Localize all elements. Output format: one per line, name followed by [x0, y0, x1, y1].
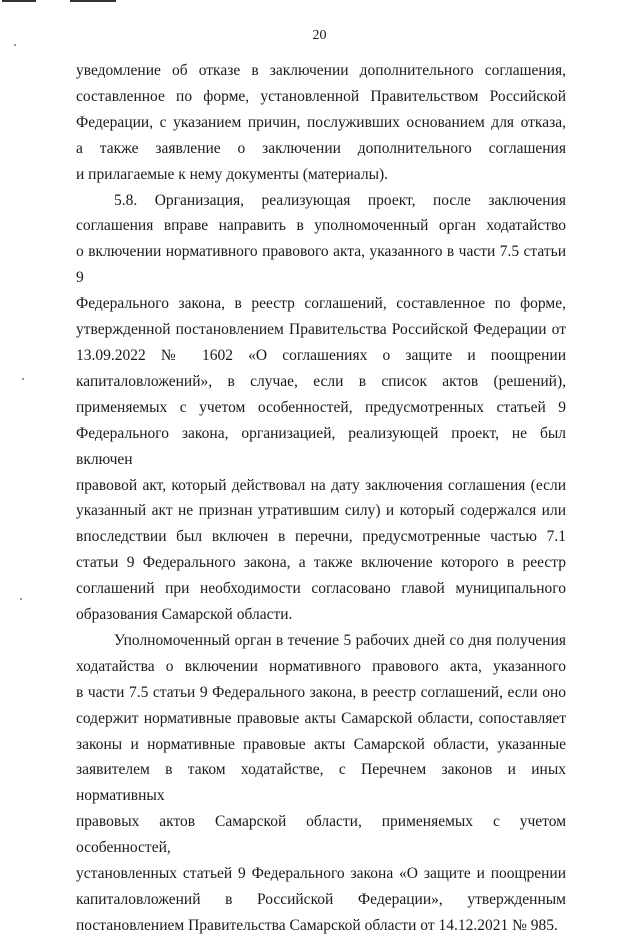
text-line: правовых актов Самарской области, применяемых с учетом особенностей,: [76, 813, 566, 857]
text-line: правовой акт, который действовал на дату заключения соглашения (если: [76, 476, 566, 494]
text-line: уведомление об отказе в заключении дополнительного соглашения,: [76, 62, 566, 79]
text-line: в части 7.5 статьи 9 Федерального закона, в реестр соглашений, если оно: [76, 683, 566, 701]
text-line: капиталовложений», в случае, если в список актов (решений),: [76, 372, 566, 390]
text-line: применяемых с учетом особенностей, предусмотренных статьей 9: [76, 398, 566, 416]
text-line: впоследствии был включен в перечни, предусмотренные частью 7.1: [76, 528, 566, 546]
text-line: а также заявление о заключении дополнительного соглашения: [76, 139, 566, 157]
text-line: и прилагаемые к нему документы (материалы).: [76, 165, 389, 183]
text-line: соглашения вправе направить в уполномоченный орган ходатайство: [76, 217, 566, 235]
paragraph-start-line: Уполномоченный орган в течение 5 рабочих дней со дня получения: [114, 631, 566, 649]
scan-speck: [20, 598, 22, 600]
text-line: указанный акт не признан утратившим силу) и который содержался или: [76, 502, 566, 520]
text-line: статьи 9 Федерального закона, а также включение которого в реестр: [76, 554, 566, 572]
text-line: законы и нормативные правовые акты Самарской области, указанные: [76, 735, 566, 753]
paragraph-start-line: 5.8. Организация, реализующая проект, после заключения: [114, 191, 566, 209]
text-line: соглашений при необходимости согласовано главой муниципального: [76, 580, 566, 598]
text-line: Федерального закона, в реестр соглашений, составленное по форме,: [76, 295, 566, 313]
text-line: образования Самарской области.: [76, 606, 293, 624]
text-line: заявителем в таком ходатайстве, с Перечнем законов и иных нормативных: [76, 761, 566, 805]
scan-speck: [14, 44, 16, 46]
scan-edge-mark: [2, 0, 36, 2]
text-line: о включении нормативного правового акта, указанного в части 7.5 статьи 9: [76, 243, 566, 287]
text-line: Федерации, с указанием причин, послуживших основанием для отказа,: [76, 113, 566, 131]
text-line: содержит нормативные правовые акты Самарской области, сопоставляет: [76, 709, 566, 727]
text-line: составленное по форме, установленной Правительством Российской: [76, 87, 566, 105]
scan-edge-mark: [70, 0, 116, 2]
text-line: Федерального закона, организацией, реализующей проект, не был включен: [76, 424, 566, 468]
text-line: утвержденной постановлением Правительства Российской Федерации от: [76, 321, 566, 339]
text-line: постановлением Правительства Самарской области от 14.12.2021 № 985.: [76, 916, 558, 934]
text-line: установленных статьей 9 Федерального закона «О защите и поощрении: [76, 865, 566, 883]
text-line: ходатайства о включении нормативного правового акта, указанного: [76, 657, 566, 675]
document-body: [76, 58, 566, 939]
scan-speck: [22, 378, 24, 380]
text-line: капиталовложений в Российской Федерации», утвержденным: [76, 891, 566, 908]
text-line: 13.09.2022 № 1602 «О соглашениях о защите и поощрении: [76, 346, 566, 364]
page-number: 20: [312, 28, 327, 43]
